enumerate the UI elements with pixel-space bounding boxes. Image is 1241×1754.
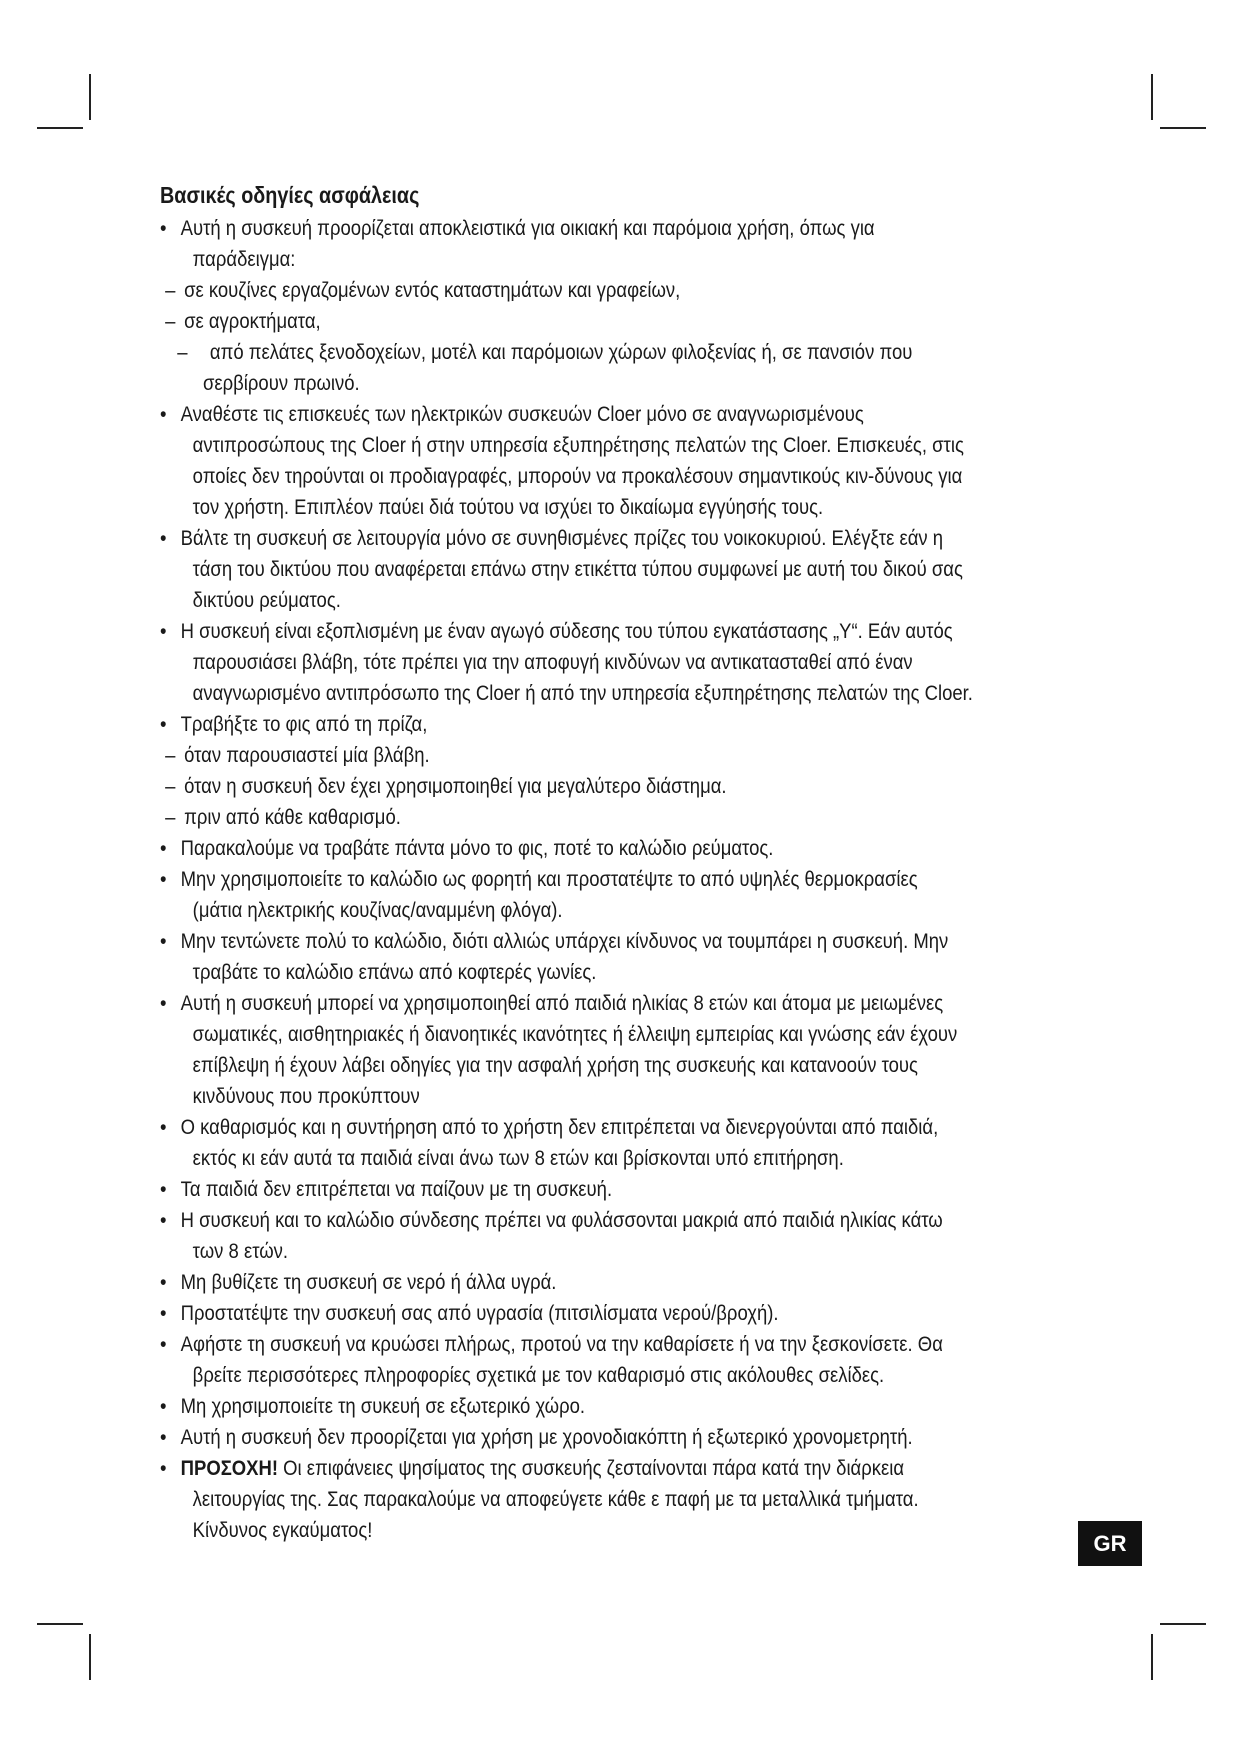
- bullet: •: [160, 1425, 167, 1449]
- bullet: •: [160, 1270, 167, 1294]
- list-item: [160, 988, 1093, 1112]
- warning-item: [160, 1453, 1093, 1546]
- sub-item: [160, 337, 1093, 399]
- safety-instructions: [160, 180, 1093, 1546]
- crop-mark-bottom-left-vertical: [89, 1634, 91, 1680]
- warning-label: ΠΡΟΣΟΧΗ!: [180, 1456, 279, 1480]
- item-line: τάση του δικτύου που αναφέρεται επάνω στην ετικέττα τύπου συμφωνεί με αυτή του δικού σας: [192, 557, 963, 581]
- dash: –: [165, 805, 176, 829]
- dash: –: [177, 340, 188, 364]
- list-item: [160, 1267, 1093, 1298]
- list-item: [160, 213, 1093, 275]
- bullet: •: [160, 1332, 167, 1356]
- list-item: [160, 1422, 1093, 1453]
- crop-mark-bottom-right-horizontal: [1160, 1623, 1206, 1625]
- crop-mark-bottom-left-horizontal: [37, 1623, 83, 1625]
- warning-first-line: Οι επιφάνειες ψησίματος της συσκευής ζεσταίνονται πάρα κατά την διάρκεια: [278, 1456, 905, 1480]
- instruction-list: [160, 213, 1093, 1453]
- item-line: των 8 ετών.: [192, 1239, 289, 1263]
- list-item: [160, 1329, 1093, 1391]
- section-title: Βασικές οδηγίες ασφάλειας: [160, 182, 420, 208]
- item-line: Τα παιδιά δεν επιτρέπεται να παίζουν με τη συσκευή.: [180, 1177, 613, 1201]
- crop-mark-top-left-vertical: [89, 74, 91, 120]
- bullet: •: [160, 836, 167, 860]
- list-item: [160, 833, 1093, 864]
- sub-item-line: σε κουζίνες εργαζομένων εντός καταστημάτων και γραφείων,: [184, 278, 681, 302]
- bullet: •: [160, 216, 167, 240]
- item-line: (μάτια ηλεκτρικής κουζίνας/αναμμένη φλόγα).: [192, 898, 563, 922]
- dash: –: [165, 774, 176, 798]
- item-line: Τραβήξτε το φις από τη πρίζα,: [180, 712, 428, 736]
- sub-item: [160, 275, 1093, 306]
- bullet: •: [160, 1456, 167, 1480]
- item-line: Προστατέψτε την συσκευή σας από υγρασία (πιτσιλίσματα νερού/βροχή).: [180, 1301, 779, 1325]
- item-line: παράδειγμα:: [192, 247, 296, 271]
- warning-line: Κίνδυνος εγκαύματος!: [192, 1518, 373, 1542]
- item-line: Μην χρησιμοποιείτε το καλώδιο ως φορητή και προστατέψτε το από υψηλές θερμοκρασίες: [180, 867, 918, 891]
- sub-item-line: πριν από κάθε καθαρισμό.: [184, 805, 401, 829]
- item-line: Αυτή η συσκευή δεν προορίζεται για χρήση με χρονοδιακόπτη ή εξωτερικό χρονομετρητή.: [180, 1425, 913, 1449]
- bullet: •: [160, 1394, 167, 1418]
- bullet: •: [160, 1208, 167, 1232]
- list-item: [160, 523, 1093, 616]
- bullet: •: [160, 619, 167, 643]
- list-item: [160, 709, 1093, 740]
- item-line: Βάλτε τη συσκευή σε λειτουργία μόνο σε συνηθισμένες πρίζες του νοικοκυριού. Ελέγξτε εάν η: [180, 526, 944, 550]
- dash: –: [165, 743, 176, 767]
- item-line: Μην τεντώνετε πολύ το καλώδιο, διότι αλλιώς υπάρχει κίνδυνος να τουμπάρει η συσκευή. Μην: [180, 929, 949, 953]
- item-line: Η συσκευή και το καλώδιο σύνδεσης πρέπει να φυλάσσονται μακριά από παιδιά ηλικίας κάτω: [180, 1208, 943, 1232]
- sub-item: [160, 802, 1093, 833]
- list-item: [160, 1205, 1093, 1267]
- sub-item-line: όταν η συσκευή δεν έχει χρησιμοποιηθεί για μεγαλύτερο διάστημα.: [184, 774, 727, 798]
- bullet: •: [160, 712, 167, 736]
- crop-mark-top-right-vertical: [1151, 74, 1153, 120]
- item-line: αντιπροσώπους της Cloer ή στην υπηρεσία εξυπηρέτησης πελατών της Cloer. Επισκευές, στις: [192, 433, 964, 457]
- item-line: εκτός κι εάν αυτά τα παιδιά είναι άνω των 8 ετών και βρίσκονται υπό επιτήρηση.: [192, 1146, 844, 1170]
- item-line: Μη χρησιμοποιείτε τη συκευή σε εξωτερικό χώρο.: [180, 1394, 586, 1418]
- item-line: τραβάτε το καλώδιο επάνω από κοφτερές γωνίες.: [192, 960, 597, 984]
- bullet: •: [160, 929, 167, 953]
- sub-item-line: σε αγροκτήματα,: [184, 309, 321, 333]
- item-line: κινδύνους που προκύπτουν: [192, 1084, 420, 1108]
- bullet: •: [160, 526, 167, 550]
- item-line: Αυτή η συσκευή μπορεί να χρησιμοποιηθεί από παιδιά ηλικίας 8 ετών και άτομα με μειωμένες: [180, 991, 944, 1015]
- list-item: [160, 399, 1093, 523]
- item-line: βρείτε περισσότερες πληροφορίες σχετικά με τον καθαρισμό στις ακόλουθες σελίδες.: [192, 1363, 885, 1387]
- sub-item: [160, 740, 1093, 771]
- item-line: παρουσιάσει βλάβη, τότε πρέπει για την αποφυγή κινδύνων να αντικατασταθεί από έναν: [192, 650, 913, 674]
- sub-item: [160, 771, 1093, 802]
- list-item: [160, 616, 1093, 709]
- item-line: Παρακαλούμε να τραβάτε πάντα μόνο το φις, ποτέ το καλώδιο ρεύματος.: [180, 836, 774, 860]
- list-item: [160, 1391, 1093, 1422]
- item-line: αναγνωρισμένο αντιπρόσωπο της Cloer ή από την υπηρεσία εξυπηρέτησης πελατών της Cloer.: [192, 681, 973, 705]
- item-line: Μη βυθίζετε τη συσκευή σε νερό ή άλλα υγρά.: [180, 1270, 557, 1294]
- sub-item: [160, 306, 1093, 337]
- warning-line: λειτουργίας της. Σας παρακαλούμε να αποφεύγετε κάθε ε παφή με τα μεταλλικά τμήματα.: [192, 1487, 919, 1511]
- item-line: Ο καθαρισμός και η συντήρηση από το χρήστη δεν επιτρέπεται να διενεργούνται από παιδιά,: [180, 1115, 939, 1139]
- bullet: •: [160, 1301, 167, 1325]
- crop-mark-top-left-horizontal: [37, 127, 83, 129]
- bullet: •: [160, 1177, 167, 1201]
- item-line: Αυτή η συσκευή προορίζεται αποκλειστικά για οικιακή και παρόμοια χρήση, όπως για: [180, 216, 875, 240]
- dash: –: [165, 278, 176, 302]
- item-line: επίβλεψη ή έχουν λάβει οδηγίες για την ασφαλή χρήση της συσκευής και κατανοούν τους: [192, 1053, 918, 1077]
- list-item: [160, 1112, 1093, 1174]
- sub-item-line: σερβίρουν πρωινό.: [203, 371, 360, 395]
- language-badge: GR: [1078, 1521, 1142, 1566]
- sub-item-line: από πελάτες ξενοδοχείων, μοτέλ και παρόμοιων χώρων φιλοξενίας ή, σε πανσιόν που: [209, 340, 913, 364]
- crop-mark-top-right-horizontal: [1160, 127, 1206, 129]
- item-line: τον χρήστη. Επιπλέον παύει διά τούτου να ισχύει το δικαίωμα εγγύησής τους.: [192, 495, 824, 519]
- sub-item-line: όταν παρουσιαστεί μία βλάβη.: [184, 743, 430, 767]
- bullet: •: [160, 867, 167, 891]
- list-item: [160, 1174, 1093, 1205]
- bullet: •: [160, 991, 167, 1015]
- item-line: οποίες δεν τηρούνται οι προδιαγραφές, μπορούν να προκαλέσουν σημαντικούς κιν-δύνους για: [192, 464, 963, 488]
- list-item: [160, 864, 1093, 926]
- dash: –: [165, 309, 176, 333]
- item-line: Αναθέστε τις επισκευές των ηλεκτρικών συσκευών Cloer μόνο σε αναγνωρισμένους: [180, 402, 864, 426]
- crop-mark-bottom-right-vertical: [1151, 1634, 1153, 1680]
- item-line: Αφήστε τη συσκευή να κρυώσει πλήρως, προτού να την καθαρίσετε ή να την ξεσκονίσετε. Θα: [180, 1332, 943, 1356]
- bullet: •: [160, 1115, 167, 1139]
- list-item: [160, 926, 1093, 988]
- list-item: [160, 1298, 1093, 1329]
- item-line: δικτύου ρεύματος.: [192, 588, 341, 612]
- item-line: Η συσκευή είναι εξοπλισμένη με έναν αγωγό σύδεσης του τύπου εγκατάστασης „Y“. Εάν αυτός: [180, 619, 953, 643]
- bullet: •: [160, 402, 167, 426]
- item-line: σωματικές, αισθητηριακές ή διανοητικές ικανότητες ή έλλειψη εμπειρίας και γνώσης εάν έχουν: [192, 1022, 958, 1046]
